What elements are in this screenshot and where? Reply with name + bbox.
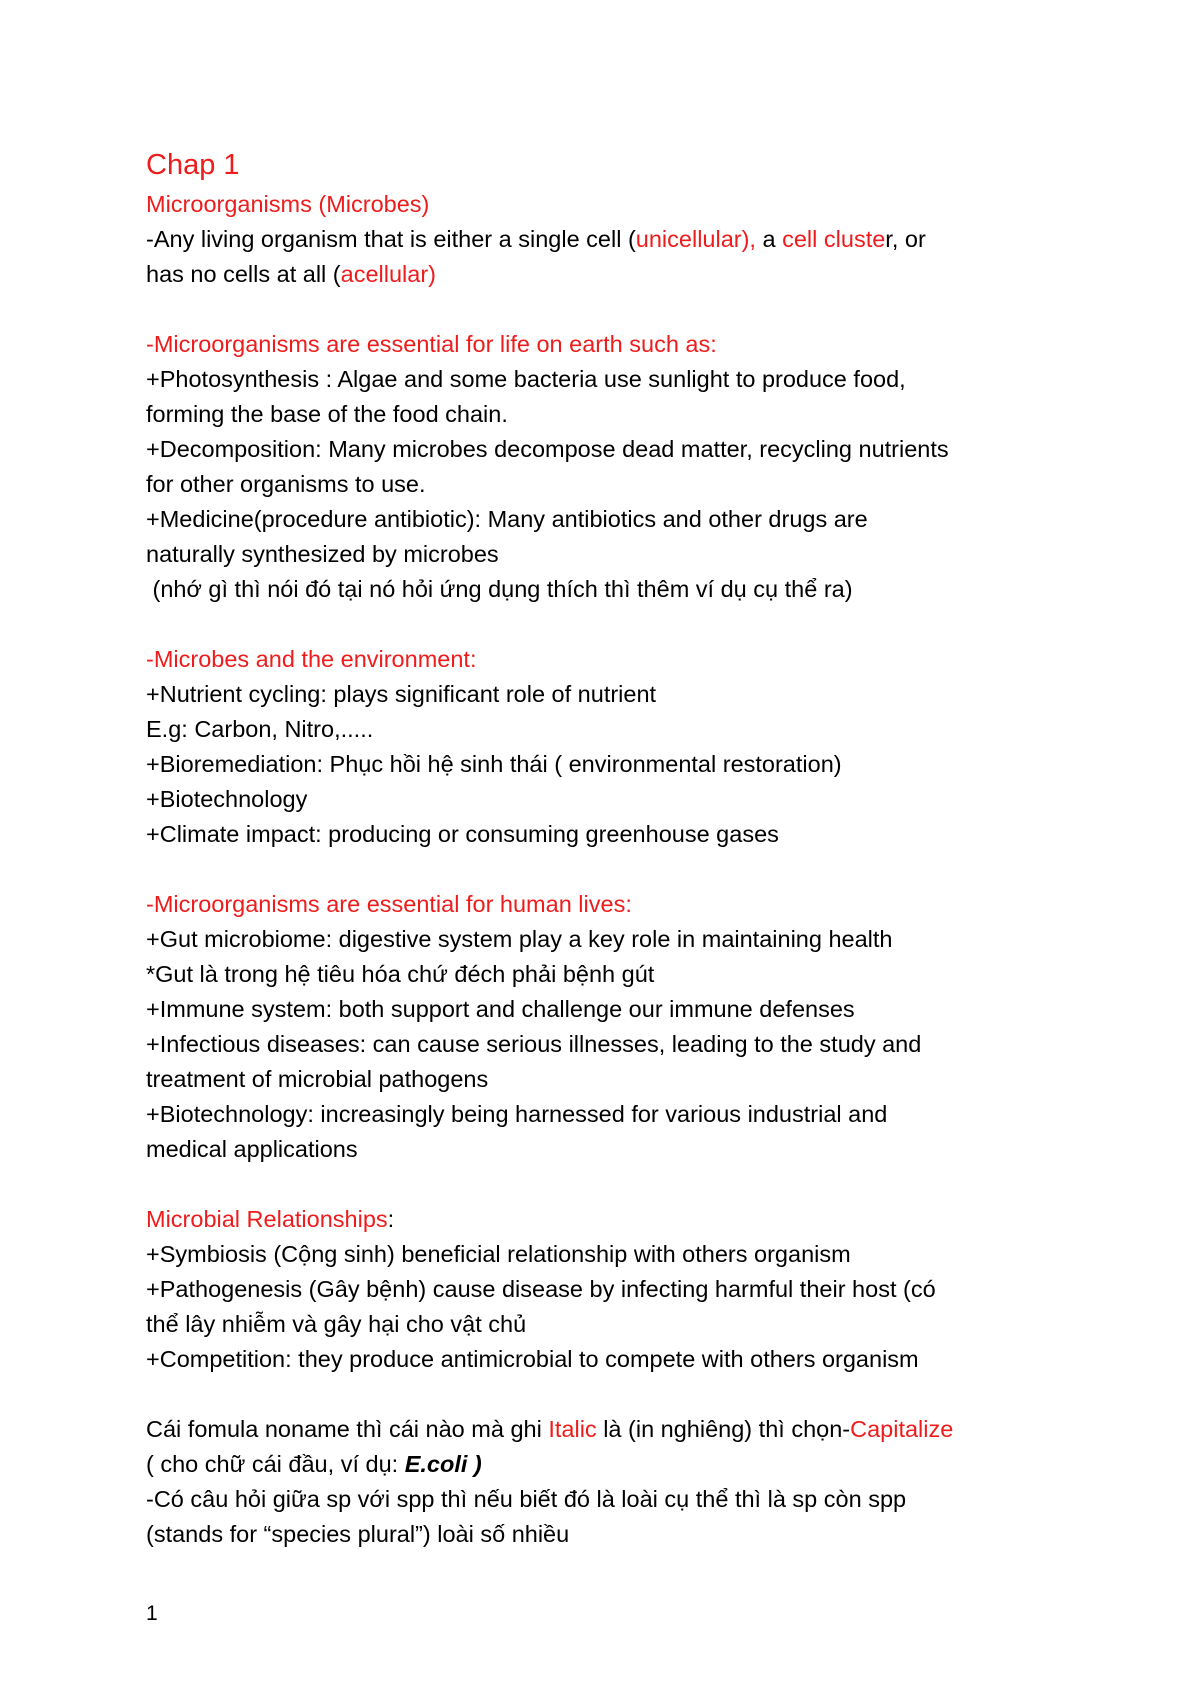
formula-text: là (in nghiêng) thì chọn- bbox=[596, 1416, 851, 1442]
document-content bbox=[146, 144, 1086, 1552]
section-line: naturally synthesized by microbes bbox=[146, 541, 499, 567]
section-line: +Gut microbiome: digestive system play a key role in maintaining health bbox=[146, 926, 893, 952]
term-italic: Italic bbox=[548, 1416, 597, 1442]
section-note: (nhớ gì thì nói đó tại nó hỏi ứng dụng thích thì thêm ví dụ cụ thể ra) bbox=[146, 576, 853, 602]
formula-text: ( cho chữ cái đầu, ví dụ: bbox=[146, 1451, 405, 1477]
chapter-title: Chap 1 bbox=[146, 149, 240, 181]
example-ecoli: E.coli ) bbox=[404, 1451, 482, 1477]
section-line: forming the base of the food chain. bbox=[146, 401, 508, 427]
term-acellular: acellular) bbox=[340, 261, 436, 287]
section-line: +Infectious diseases: can cause serious illnesses, leading to the study and bbox=[146, 1031, 922, 1057]
section-line: +Competition: they produce antimicrobial to compete with others organism bbox=[146, 1346, 919, 1372]
section-line: for other organisms to use. bbox=[146, 471, 426, 497]
section-line: E.g: Carbon, Nitro,..... bbox=[146, 716, 374, 742]
section-line: +Immune system: both support and challenge our immune defenses bbox=[146, 996, 855, 1022]
relationships-heading-text: Microbial Relationships bbox=[146, 1206, 388, 1232]
formula-line-3: -Có câu hỏi giữa sp với spp thì nếu biết đó là loài cụ thể thì là sp còn spp bbox=[146, 1486, 907, 1512]
formula-line-4: (stands for “species plural”) loài số nhiều bbox=[146, 1521, 570, 1547]
intro-text: a bbox=[762, 226, 783, 252]
section-line: +Decomposition: Many microbes decompose dead matter, recycling nutrients bbox=[146, 436, 949, 462]
intro-line-2 bbox=[146, 257, 1086, 292]
section-line: +Pathogenesis (Gây bệnh) cause disease by infecting harmful their host (có bbox=[146, 1276, 936, 1302]
intro-text: has no cells at all ( bbox=[146, 261, 341, 287]
section-line: thể lây nhiễm và gây hại cho vật chủ bbox=[146, 1311, 527, 1337]
intro-text: r, or bbox=[885, 226, 926, 252]
term-cell-cluster: cell cluste bbox=[782, 226, 886, 252]
page-number: 1 bbox=[146, 1602, 158, 1625]
spacer bbox=[146, 1377, 1086, 1412]
intro-text: -Any living organism that is either a single cell ( bbox=[146, 226, 636, 252]
intro-heading: Microorganisms (Microbes) bbox=[146, 191, 430, 217]
section-line: *Gut là trong hệ tiêu hóa chứ đéch phải bệnh gút bbox=[146, 961, 655, 987]
section-line: medical applications bbox=[146, 1136, 358, 1162]
spacer bbox=[146, 1167, 1086, 1202]
section-line: +Bioremediation: Phục hồi hệ sinh thái ( environmental restoration) bbox=[146, 751, 842, 777]
section-line: +Climate impact: producing or consuming greenhouse gases bbox=[146, 821, 779, 847]
section-heading-environment: -Microbes and the environment: bbox=[146, 646, 477, 672]
term-unicellular: unicellular), bbox=[635, 226, 763, 252]
section-heading-life-on-earth: -Microorganisms are essential for life on earth such as: bbox=[146, 331, 717, 357]
intro-line-1 bbox=[146, 222, 1086, 257]
spacer bbox=[146, 292, 1086, 327]
section-heading-human-lives: -Microorganisms are essential for human lives: bbox=[146, 891, 632, 917]
section-line: +Medicine(procedure antibiotic): Many antibiotics and other drugs are bbox=[146, 506, 868, 532]
formula-line-2 bbox=[146, 1447, 1086, 1482]
section-line: +Biotechnology bbox=[146, 786, 308, 812]
formula-text: Cái fomula noname thì cái nào mà ghi bbox=[146, 1416, 549, 1442]
section-line: +Symbiosis (Cộng sinh) beneficial relationship with others organism bbox=[146, 1241, 851, 1267]
spacer bbox=[146, 607, 1086, 642]
term-capitalize: Capitalize bbox=[850, 1416, 954, 1442]
section-line: +Biotechnology: increasingly being harnessed for various industrial and bbox=[146, 1101, 888, 1127]
section-line: treatment of microbial pathogens bbox=[146, 1066, 489, 1092]
section-line: +Photosynthesis : Algae and some bacteria use sunlight to produce food, bbox=[146, 366, 906, 392]
section-line: +Nutrient cycling: plays significant role of nutrient bbox=[146, 681, 657, 707]
section-heading-relationships bbox=[146, 1202, 1086, 1237]
heading-colon: : bbox=[387, 1206, 395, 1232]
formula-line-1 bbox=[146, 1412, 1086, 1447]
spacer bbox=[146, 852, 1086, 887]
